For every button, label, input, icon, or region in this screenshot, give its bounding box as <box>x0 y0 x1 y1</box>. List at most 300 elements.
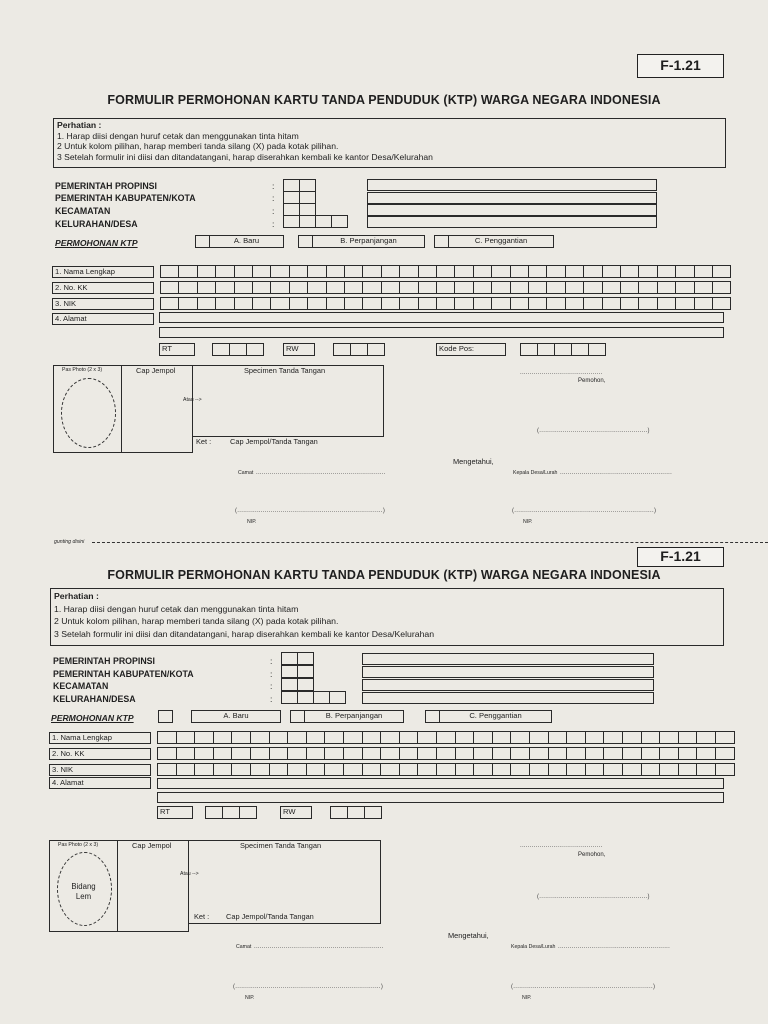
name-char-cell[interactable] <box>436 265 455 278</box>
colon: : <box>272 206 275 216</box>
name-char-cell[interactable] <box>231 731 251 744</box>
nik-char-cell[interactable] <box>603 763 623 776</box>
ket-text: Cap Jempol/Tanda Tangan <box>230 437 318 446</box>
regency-code-cell[interactable] <box>297 665 314 678</box>
camat-label: Camat <box>238 470 254 476</box>
glue-label: Bidang Lem <box>71 882 96 901</box>
name-char-cell[interactable] <box>528 265 547 278</box>
form-title: FORMULIR PERMOHONAN KARTU TANDA PENDUDUK (KTP) WARGA NEGARA INDONESIA <box>107 568 661 582</box>
kk-char-cell[interactable] <box>197 281 216 294</box>
name-char-cell[interactable] <box>548 731 568 744</box>
name-char-cell[interactable] <box>418 265 437 278</box>
village-code-cell[interactable] <box>331 215 348 228</box>
kk-char-cell[interactable] <box>213 747 233 760</box>
notice-item: 1. Harap diisi dengan huruf cetak dan menggunakan tinta hitam <box>54 603 299 614</box>
photo-oval <box>61 378 116 448</box>
kk-char-cell[interactable] <box>157 747 177 760</box>
postal-code-cell[interactable] <box>588 343 606 356</box>
kk-char-cell[interactable] <box>566 747 586 760</box>
region-label-regency: PEMERINTAH KABUPATEN/KOTA <box>55 193 196 203</box>
kepala-label: Kepala Desa/Lurah <box>511 944 556 950</box>
province-code-cell[interactable] <box>281 652 298 665</box>
rt-cell[interactable] <box>229 343 247 356</box>
option-new[interactable]: A. Baru <box>191 710 281 723</box>
camat-sign-line[interactable]: (..........................................................................) <box>233 984 384 990</box>
name-char-cell[interactable] <box>510 731 530 744</box>
rt-label: RT <box>159 343 195 356</box>
nik-char-cell[interactable] <box>324 763 344 776</box>
nik-char-cell[interactable] <box>583 297 602 310</box>
name-char-cell[interactable] <box>454 265 473 278</box>
regency-name-field[interactable] <box>367 192 657 204</box>
option-checkbox-new[interactable] <box>158 710 173 723</box>
name-char-cell[interactable] <box>566 731 586 744</box>
colon: : <box>270 681 273 691</box>
rt-cell[interactable] <box>205 806 223 819</box>
postal-code-cell[interactable] <box>554 343 572 356</box>
name-char-cell[interactable] <box>473 731 493 744</box>
kk-char-cell[interactable] <box>638 281 657 294</box>
nik-char-cell[interactable] <box>343 763 363 776</box>
region-label-province: PEMERINTAH PROPINSI <box>53 656 155 666</box>
postal-code-cell[interactable] <box>571 343 589 356</box>
kk-char-cell[interactable] <box>622 747 642 760</box>
name-char-cell[interactable] <box>362 731 382 744</box>
nik-char-cell[interactable] <box>307 297 326 310</box>
kk-char-cell[interactable] <box>343 747 363 760</box>
village-code-cell[interactable] <box>313 691 330 704</box>
village-code-cell[interactable] <box>329 691 346 704</box>
name-char-cell[interactable] <box>324 731 344 744</box>
kk-char-cell[interactable] <box>381 281 400 294</box>
rw-cell[interactable] <box>330 806 348 819</box>
form-title: FORMULIR PERMOHONAN KARTU TANDA PENDUDUK (KTP) WARGA NEGARA INDONESIA <box>107 93 661 107</box>
kk-char-cell[interactable] <box>657 281 676 294</box>
nik-char-cell[interactable] <box>620 297 639 310</box>
kk-char-cell[interactable] <box>418 281 437 294</box>
region-label-province: PEMERINTAH PROPINSI <box>55 181 157 191</box>
nik-char-cell[interactable] <box>197 297 216 310</box>
nik-char-cell[interactable] <box>585 763 605 776</box>
name-char-cell[interactable] <box>306 731 326 744</box>
name-char-cell[interactable] <box>712 265 731 278</box>
village-code-cell[interactable] <box>315 215 332 228</box>
rw-cell[interactable] <box>364 806 382 819</box>
nik-char-cell[interactable] <box>380 763 400 776</box>
kk-char-cell[interactable] <box>510 747 530 760</box>
province-name-field[interactable] <box>367 179 657 191</box>
rw-cell[interactable] <box>347 806 365 819</box>
name-char-cell[interactable] <box>694 265 713 278</box>
postal-code-cell[interactable] <box>537 343 555 356</box>
kk-char-cell[interactable] <box>529 747 549 760</box>
nik-char-cell[interactable] <box>194 763 214 776</box>
address-line[interactable] <box>159 312 724 323</box>
kk-char-cell[interactable] <box>473 281 492 294</box>
specimen-label: Specimen Tanda Tangan <box>240 841 322 850</box>
applicant-sign-line[interactable]: (.......................................................) <box>537 428 650 434</box>
option-new[interactable]: A. Baru <box>209 235 284 248</box>
kk-char-cell[interactable] <box>344 281 363 294</box>
district-code-cell[interactable] <box>281 678 298 691</box>
thumbprint-box[interactable] <box>121 365 193 453</box>
nik-char-cell[interactable] <box>548 763 568 776</box>
name-char-cell[interactable] <box>362 265 381 278</box>
nik-char-cell[interactable] <box>289 297 308 310</box>
rt-cell[interactable] <box>246 343 264 356</box>
option-checkbox-new[interactable] <box>195 235 210 248</box>
kk-char-cell[interactable] <box>326 281 345 294</box>
name-char-cell[interactable] <box>641 731 661 744</box>
option-replace[interactable]: C. Penggantian <box>448 235 554 248</box>
nik-char-cell[interactable] <box>160 297 179 310</box>
address-line[interactable] <box>157 792 724 803</box>
nik-char-cell[interactable] <box>546 297 565 310</box>
nik-char-cell[interactable] <box>157 763 177 776</box>
thumbprint-box[interactable] <box>117 840 189 932</box>
village-name-field[interactable] <box>362 692 654 704</box>
nik-char-cell[interactable] <box>455 763 475 776</box>
kk-char-cell[interactable] <box>269 747 289 760</box>
nik-char-cell[interactable] <box>622 763 642 776</box>
nik-char-cell[interactable] <box>176 763 196 776</box>
nik-char-cell[interactable] <box>213 763 233 776</box>
rt-cell[interactable] <box>212 343 230 356</box>
name-char-cell[interactable] <box>675 265 694 278</box>
rw-cell[interactable] <box>367 343 385 356</box>
name-char-cell[interactable] <box>287 731 307 744</box>
signature-box[interactable] <box>192 365 384 437</box>
village-code-cell[interactable] <box>299 215 316 228</box>
kk-char-cell[interactable] <box>399 747 419 760</box>
name-char-cell[interactable] <box>399 265 418 278</box>
kk-char-cell[interactable] <box>528 281 547 294</box>
nik-char-cell[interactable] <box>675 297 694 310</box>
kk-char-cell[interactable] <box>287 747 307 760</box>
option-checkbox-renew[interactable] <box>298 235 313 248</box>
name-char-cell[interactable] <box>381 265 400 278</box>
kk-char-cell[interactable] <box>436 281 455 294</box>
colon: : <box>272 219 275 229</box>
kepala-sign-line[interactable]: (.......................................................................) <box>512 508 657 514</box>
nik-char-cell[interactable] <box>215 297 234 310</box>
colon: : <box>270 694 273 704</box>
nik-char-cell[interactable] <box>399 763 419 776</box>
kepala-dots: ......................................................... <box>558 944 671 950</box>
nik-char-cell[interactable] <box>565 297 584 310</box>
rw-cell[interactable] <box>333 343 351 356</box>
nik-char-cell[interactable] <box>454 297 473 310</box>
field-label-name: 1. Nama Lengkap <box>52 266 154 278</box>
kk-char-cell[interactable] <box>307 281 326 294</box>
kk-char-cell[interactable] <box>675 281 694 294</box>
name-char-cell[interactable] <box>289 265 308 278</box>
ket-label: Ket : <box>194 912 210 921</box>
nik-char-cell[interactable] <box>529 763 549 776</box>
name-char-cell[interactable] <box>715 731 735 744</box>
date-line[interactable]: .......................................... <box>520 843 603 849</box>
notice-box <box>50 588 724 646</box>
kk-char-cell[interactable] <box>678 747 698 760</box>
photo-label: Pas Photo (2 x 3) <box>58 842 99 848</box>
nik-char-cell[interactable] <box>436 297 455 310</box>
address-line[interactable] <box>157 778 724 789</box>
name-char-cell[interactable] <box>178 265 197 278</box>
name-char-cell[interactable] <box>657 265 676 278</box>
name-char-cell[interactable] <box>213 731 233 744</box>
colon: : <box>270 669 273 679</box>
notice-item: 3 Setelah formulir ini diisi dan ditandatangani, harap diserahkan kembali ke kantor Desa/Kelurahan <box>57 151 433 162</box>
kk-char-cell[interactable] <box>641 747 661 760</box>
name-char-cell[interactable] <box>194 731 214 744</box>
kk-char-cell[interactable] <box>436 747 456 760</box>
name-char-cell[interactable] <box>491 265 510 278</box>
name-char-cell[interactable] <box>455 731 475 744</box>
nik-char-cell[interactable] <box>657 297 676 310</box>
photo-label: Pas Photo (2 x 3) <box>62 367 103 373</box>
name-char-cell[interactable] <box>307 265 326 278</box>
name-char-cell[interactable] <box>326 265 345 278</box>
kk-char-cell[interactable] <box>194 747 214 760</box>
name-char-cell[interactable] <box>270 265 289 278</box>
kk-char-cell[interactable] <box>306 747 326 760</box>
applicant-label: Pemohon, <box>578 378 606 384</box>
kk-char-cell[interactable] <box>694 281 713 294</box>
kepala-sign-line[interactable]: (.......................................................................) <box>511 984 656 990</box>
nik-char-cell[interactable] <box>678 763 698 776</box>
field-label-address: 4. Alamat <box>52 313 154 325</box>
name-char-cell[interactable] <box>529 731 549 744</box>
form-code: F-1.21 <box>637 54 724 78</box>
nik-char-cell[interactable] <box>306 763 326 776</box>
nik-char-cell[interactable] <box>436 763 456 776</box>
district-name-field[interactable] <box>362 679 654 691</box>
rt-cell[interactable] <box>239 806 257 819</box>
village-code-cell[interactable] <box>283 215 300 228</box>
option-checkbox-replace[interactable] <box>425 710 440 723</box>
kk-char-cell[interactable] <box>565 281 584 294</box>
applicant-sign-line[interactable]: (.......................................................) <box>537 894 650 900</box>
kk-char-cell[interactable] <box>454 281 473 294</box>
camat-dots: .................................................................. <box>254 944 384 950</box>
nik-char-cell[interactable] <box>528 297 547 310</box>
option-renew[interactable]: B. Perpanjangan <box>304 710 404 723</box>
name-char-cell[interactable] <box>678 731 698 744</box>
kk-char-cell[interactable] <box>417 747 437 760</box>
nik-char-cell[interactable] <box>638 297 657 310</box>
nik-char-cell[interactable] <box>715 763 735 776</box>
regency-code-cell[interactable] <box>281 665 298 678</box>
name-char-cell[interactable] <box>510 265 529 278</box>
kk-char-cell[interactable] <box>715 747 735 760</box>
nik-char-cell[interactable] <box>566 763 586 776</box>
kk-char-cell[interactable] <box>548 747 568 760</box>
kk-char-cell[interactable] <box>602 281 621 294</box>
kk-char-cell[interactable] <box>250 747 270 760</box>
nik-char-cell[interactable] <box>473 763 493 776</box>
name-char-cell[interactable] <box>215 265 234 278</box>
camat-sign-line[interactable]: (..........................................................................) <box>235 508 386 514</box>
district-code-cell[interactable] <box>297 678 314 691</box>
nik-char-cell[interactable] <box>287 763 307 776</box>
kk-char-cell[interactable] <box>473 747 493 760</box>
kk-char-cell[interactable] <box>399 281 418 294</box>
thumb-label: Cap Jempol <box>132 841 172 850</box>
name-char-cell[interactable] <box>417 731 437 744</box>
kk-char-cell[interactable] <box>696 747 716 760</box>
rw-cell[interactable] <box>350 343 368 356</box>
address-line[interactable] <box>159 327 724 338</box>
name-char-cell[interactable] <box>343 731 363 744</box>
notice-heading: Perhatian : <box>57 120 102 130</box>
kk-char-cell[interactable] <box>270 281 289 294</box>
name-char-cell[interactable] <box>696 731 716 744</box>
nik-char-cell[interactable] <box>418 297 437 310</box>
name-char-cell[interactable] <box>638 265 657 278</box>
nik-char-cell[interactable] <box>712 297 731 310</box>
kk-char-cell[interactable] <box>215 281 234 294</box>
kk-char-cell[interactable] <box>324 747 344 760</box>
nik-char-cell[interactable] <box>399 297 418 310</box>
nik-char-cell[interactable] <box>269 763 289 776</box>
village-code-cell[interactable] <box>297 691 314 704</box>
nik-char-cell[interactable] <box>694 297 713 310</box>
nip-label: NIP. <box>247 519 257 525</box>
specimen-label: Specimen Tanda Tangan <box>244 366 326 375</box>
nik-char-cell[interactable] <box>473 297 492 310</box>
field-label-name: 1. Nama Lengkap <box>49 732 151 744</box>
field-label-nik: 3. NIK <box>52 298 154 310</box>
name-char-cell[interactable] <box>620 265 639 278</box>
nik-char-cell[interactable] <box>270 297 289 310</box>
option-renew[interactable]: B. Perpanjangan <box>312 235 425 248</box>
nik-char-cell[interactable] <box>231 763 251 776</box>
kk-char-cell[interactable] <box>380 747 400 760</box>
camat-dots: .................................................................. <box>256 470 386 476</box>
nik-char-cell[interactable] <box>250 763 270 776</box>
name-char-cell[interactable] <box>250 731 270 744</box>
notice-item: 3 Setelah formulir ini diisi dan ditandatangani, harap diserahkan kembali ke kantor Desa/Kelurahan <box>54 628 435 639</box>
kk-char-cell[interactable] <box>231 747 251 760</box>
name-char-cell[interactable] <box>380 731 400 744</box>
name-char-cell[interactable] <box>344 265 363 278</box>
field-label-kk: 2. No. KK <box>49 748 151 760</box>
date-line[interactable]: .......................................... <box>520 370 603 376</box>
region-label-district: KECAMATAN <box>53 681 109 691</box>
notice-heading: Perhatian : <box>54 591 99 601</box>
village-name-field[interactable] <box>367 216 657 228</box>
kk-char-cell[interactable] <box>659 747 679 760</box>
rt-label: RT <box>157 806 193 819</box>
nik-char-cell[interactable] <box>362 297 381 310</box>
nik-char-cell[interactable] <box>659 763 679 776</box>
option-replace[interactable]: C. Penggantian <box>439 710 552 723</box>
nik-char-cell[interactable] <box>510 297 529 310</box>
postal-code-cell[interactable] <box>520 343 538 356</box>
region-label-district: KECAMATAN <box>55 206 111 216</box>
name-char-cell[interactable] <box>157 731 177 744</box>
name-char-cell[interactable] <box>473 265 492 278</box>
nik-char-cell[interactable] <box>491 297 510 310</box>
name-char-cell[interactable] <box>234 265 253 278</box>
nik-char-cell[interactable] <box>362 763 382 776</box>
kk-char-cell[interactable] <box>160 281 179 294</box>
name-char-cell[interactable] <box>546 265 565 278</box>
kk-char-cell[interactable] <box>455 747 475 760</box>
kk-char-cell[interactable] <box>289 281 308 294</box>
kk-char-cell[interactable] <box>362 747 382 760</box>
regency-name-field[interactable] <box>362 666 654 678</box>
kk-char-cell[interactable] <box>234 281 253 294</box>
name-char-cell[interactable] <box>492 731 512 744</box>
name-char-cell[interactable] <box>585 731 605 744</box>
nik-char-cell[interactable] <box>641 763 661 776</box>
kk-char-cell[interactable] <box>362 281 381 294</box>
nip-label: NIP. <box>523 519 533 525</box>
option-checkbox-replace[interactable] <box>434 235 449 248</box>
nik-char-cell[interactable] <box>344 297 363 310</box>
name-char-cell[interactable] <box>399 731 419 744</box>
nik-char-cell[interactable] <box>178 297 197 310</box>
cut-label: gunting disini <box>54 539 85 545</box>
nik-char-cell[interactable] <box>696 763 716 776</box>
name-char-cell[interactable] <box>252 265 271 278</box>
kk-char-cell[interactable] <box>603 747 623 760</box>
kk-char-cell[interactable] <box>585 747 605 760</box>
nik-char-cell[interactable] <box>326 297 345 310</box>
name-char-cell[interactable] <box>269 731 289 744</box>
option-checkbox-renew[interactable] <box>290 710 305 723</box>
name-char-cell[interactable] <box>436 731 456 744</box>
name-char-cell[interactable] <box>197 265 216 278</box>
kk-char-cell[interactable] <box>510 281 529 294</box>
name-char-cell[interactable] <box>583 265 602 278</box>
name-char-cell[interactable] <box>176 731 196 744</box>
nik-char-cell[interactable] <box>417 763 437 776</box>
name-char-cell[interactable] <box>602 265 621 278</box>
rw-label: RW <box>283 343 315 356</box>
notice-item: 1. Harap diisi dengan huruf cetak dan menggunakan tinta hitam <box>57 130 299 141</box>
name-char-cell[interactable] <box>622 731 642 744</box>
nik-char-cell[interactable] <box>602 297 621 310</box>
kk-char-cell[interactable] <box>178 281 197 294</box>
kk-char-cell[interactable] <box>491 281 510 294</box>
nik-char-cell[interactable] <box>510 763 530 776</box>
rt-cell[interactable] <box>222 806 240 819</box>
nik-char-cell[interactable] <box>492 763 512 776</box>
kk-char-cell[interactable] <box>176 747 196 760</box>
name-char-cell[interactable] <box>160 265 179 278</box>
village-code-cell[interactable] <box>281 691 298 704</box>
district-name-field[interactable] <box>367 204 657 216</box>
kk-char-cell[interactable] <box>546 281 565 294</box>
province-code-cell[interactable] <box>297 652 314 665</box>
province-name-field[interactable] <box>362 653 654 665</box>
kk-char-cell[interactable] <box>620 281 639 294</box>
name-char-cell[interactable] <box>565 265 584 278</box>
kepala-label: Kepala Desa/Lurah <box>513 470 558 476</box>
nik-char-cell[interactable] <box>252 297 271 310</box>
name-char-cell[interactable] <box>659 731 679 744</box>
kk-char-cell[interactable] <box>252 281 271 294</box>
nik-char-cell[interactable] <box>234 297 253 310</box>
postal-code-label: Kode Pos: <box>436 343 506 356</box>
kk-char-cell[interactable] <box>583 281 602 294</box>
nik-char-cell[interactable] <box>381 297 400 310</box>
kk-char-cell[interactable] <box>492 747 512 760</box>
name-char-cell[interactable] <box>603 731 623 744</box>
kk-char-cell[interactable] <box>712 281 731 294</box>
